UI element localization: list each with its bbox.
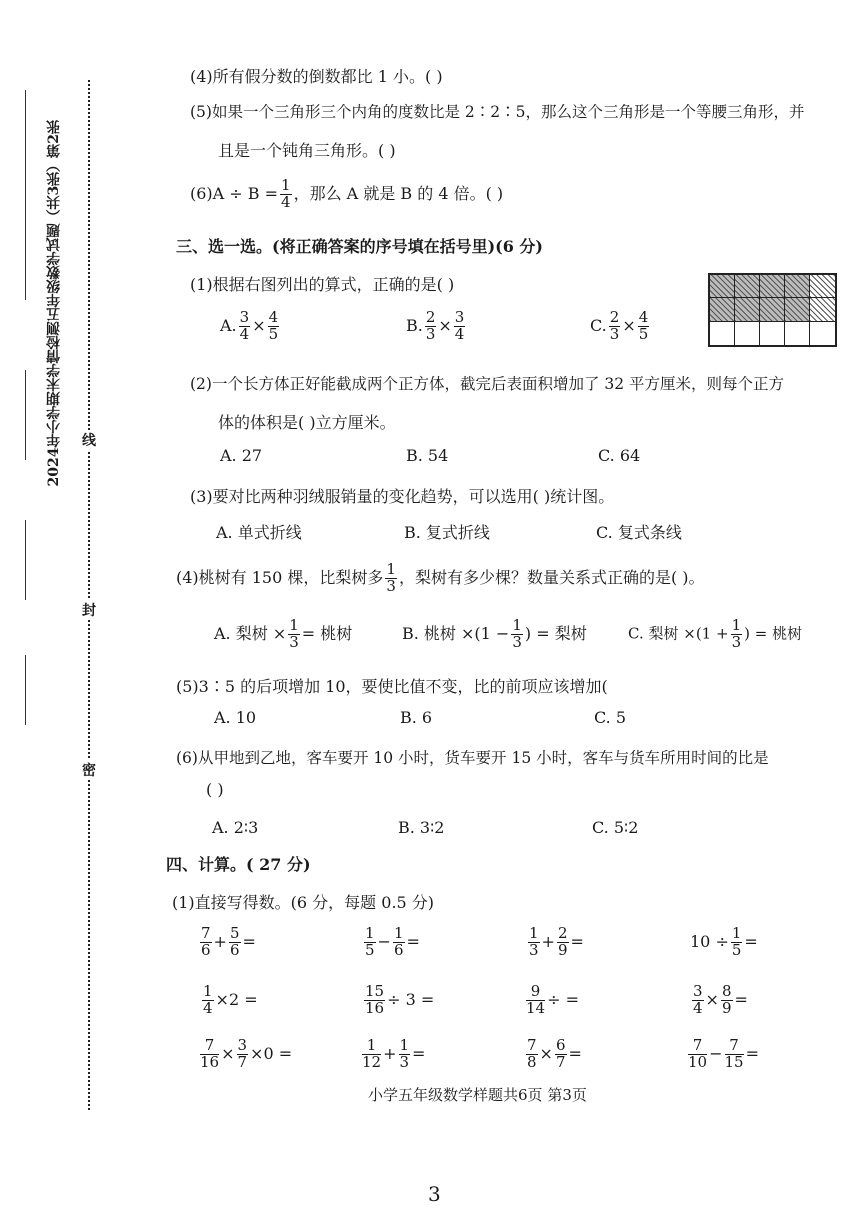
choice-2-option-b: B. 54 <box>406 446 449 465</box>
calc-item: $\frac{7}{8}$ × $\frac{6}{7}$ = <box>527 1036 582 1071</box>
choice-3-option-c: C. 复式条线 <box>596 523 682 542</box>
choice-6-option-a: A. 2∶3 <box>212 818 259 837</box>
page-footer: 小学五年级数学样题共6页 第3页 <box>368 1086 587 1104</box>
calc-item: $\frac{1}{5}$ − $\frac{1}{6}$ = <box>365 924 420 959</box>
calc-item: $\frac{7}{6}$ + $\frac{5}{6}$ = <box>201 924 256 959</box>
judge-question-4: (4)所有假分数的倒数都比 1 小。( ) <box>190 67 443 86</box>
choice-question-5: (5)3∶5 的后项增加 10，要使比值不变，比的前项应该增加( <box>176 677 608 696</box>
seal-mark-feng: 封 <box>82 600 96 620</box>
choice-6-option-b: B. 3∶2 <box>398 818 445 837</box>
section-calc-title: 四、计算。( 27 分) <box>166 855 311 874</box>
calc-item: $\frac{1}{4}$ ×2 = <box>203 982 258 1017</box>
binding-dotted-line <box>88 80 90 1110</box>
choice-question-3: (3)要对比两种羽绒服销量的变化趋势，可以选用( )统计图。 <box>190 487 615 506</box>
calc-item: 10 ÷ $\frac{1}{5}$ = <box>690 924 758 959</box>
calc-sub1: (1)直接写得数。(6 分，每题 0.5 分) <box>172 893 435 912</box>
judge-question-6 <box>190 178 503 211</box>
fraction: $\frac{1}{3}$ <box>386 560 396 595</box>
choice-5-option-b: B. 6 <box>400 708 433 727</box>
choice-4-option-c: C. 梨树 ×(1 + $\frac{1}{3}$ ) = 桃树 <box>628 616 803 651</box>
section-choice-title: 三、选一选。(将正确答案的序号填在括号里)(6 分) <box>176 237 543 256</box>
exam-side-title: 2024年小学期末学情检测五年级数学试题（共3张）第2张 <box>46 120 62 487</box>
seal-mark-xian: 线 <box>82 430 96 450</box>
calc-item: $\frac{3}{4}$ × $\frac{8}{9}$ = <box>693 982 748 1017</box>
choice-question-6-line1: (6)从甲地到乙地，客车要开 10 小时，货车要开 15 小时，客车与货车所用时间的比是 <box>176 749 769 767</box>
fraction: $\frac{1}{4}$ <box>281 176 291 211</box>
choice-6-option-c: C. 5∶2 <box>592 818 639 837</box>
choice-1-option-a: A. $\frac{3}{4}$ × $\frac{4}{5}$ <box>220 308 279 343</box>
choice-4-option-a: A. 梨树 × $\frac{1}{3}$ = 桃树 <box>214 616 353 651</box>
choice-1-option-b: B. $\frac{2}{3}$ × $\frac{3}{4}$ <box>406 308 465 343</box>
judge-question-5-line1: (5)如果一个三角形三个内角的度数比是 2∶2∶5，那么这个三角形是一个等腰三角形，并 <box>190 103 805 121</box>
choice-question-4: (4)桃树有 150 棵，比梨树多 $\frac{1}{3}$ ，梨树有多少棵？数量关系式正确的是( )。 <box>176 560 705 595</box>
calc-item: $\frac{1}{12}$ + $\frac{1}{3}$ = <box>362 1036 426 1071</box>
choice-question-2-line2: 体的体积是( )立方厘米。 <box>218 413 396 432</box>
calc-item: $\frac{7}{10}$ − $\frac{7}{15}$ = <box>688 1036 759 1071</box>
choice-3-option-b: B. 复式折线 <box>404 523 490 542</box>
judge-question-5-line2: 且是一个钝角三角形。( ) <box>218 141 396 160</box>
choice-question-2-line1: (2)一个长方体正好能截成两个正方体，截完后表面积增加了 32 平方厘米，则每个正方 <box>190 375 785 393</box>
seal-mark-mi: 密 <box>82 760 96 780</box>
choice-3-option-a: A. 单式折线 <box>216 523 302 542</box>
choice-4-option-b: B. 桃树 ×(1 − $\frac{1}{3}$ ) = 梨树 <box>402 616 587 651</box>
calc-item: $\frac{9}{14}$ ÷ = <box>526 982 579 1017</box>
q6-prefix: (6)A ÷ B = <box>190 183 279 203</box>
name-underline-2 <box>25 370 27 460</box>
q6-suffix: ，那么 A 就是 B 的 4 倍。( ) <box>293 183 504 203</box>
shaded-grid-figure <box>708 273 837 347</box>
choice-2-option-a: A. 27 <box>220 446 263 465</box>
choice-question-6-line2: ( ) <box>206 780 224 799</box>
choice-5-option-a: A. 10 <box>214 708 257 727</box>
name-underline-4 <box>25 655 27 725</box>
calc-item: $\frac{15}{16}$ ÷ 3 = <box>365 982 435 1017</box>
choice-question-1: (1)根据右图列出的算式，正确的是( ) <box>190 275 455 294</box>
name-underline-3 <box>25 520 27 600</box>
calc-item: $\frac{1}{3}$ + $\frac{2}{9}$ = <box>529 924 584 959</box>
calc-item: $\frac{7}{16}$ × $\frac{3}{7}$ ×0 = <box>200 1036 293 1071</box>
choice-2-option-c: C. 64 <box>598 446 641 465</box>
page-number: 3 <box>428 1182 441 1206</box>
name-underline-1 <box>25 90 27 300</box>
choice-1-option-c: C. $\frac{2}{3}$ × $\frac{4}{5}$ <box>590 308 649 343</box>
choice-5-option-c: C. 5 <box>594 708 627 727</box>
